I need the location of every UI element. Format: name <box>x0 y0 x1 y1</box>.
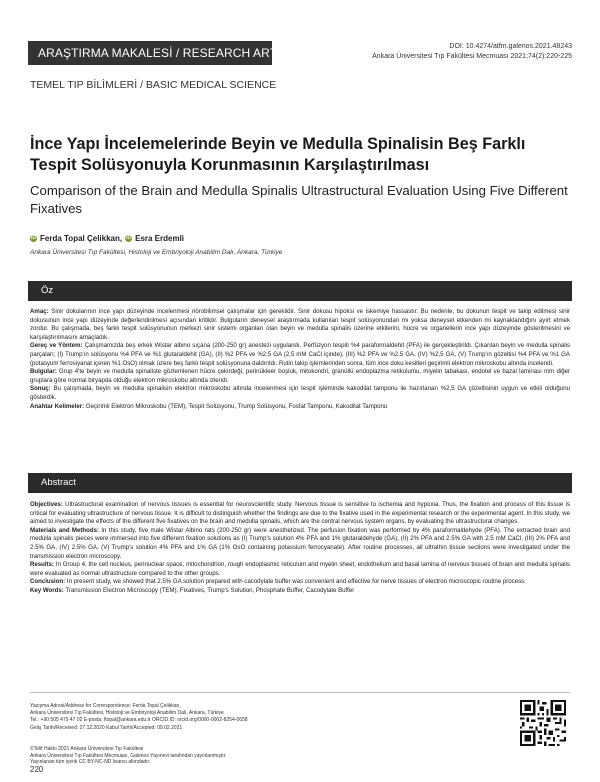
copyright-line: ©Telif Hakkı 2021 Ankara Üniversitesi Tıp Fakültesi <box>30 746 144 752</box>
paragraph-text: Ultrastructural examination of nervous tissues is essential for neuroscientific study. Nervous tissue is sensitive to ischemia and hypoxia. Thus, the fixation and process of this tissue is critical for evaluating ultrastructure of nervous tissue. It is difficult to distinguish whether the findings are due to the fixative used in the experimental research or the experimental agent. In this study, we aimed to investigate the effects of the different five fixatives on the brain and medulla spinalis, which are the central nervous system organs, by evaluating the ultrastructural changes. <box>30 501 570 526</box>
category-label: TEMEL TIP BİLİMLERİ / BASIC MEDICAL SCIENCE <box>30 79 277 91</box>
section-label: Bulgular: <box>30 368 57 376</box>
correspondence-line: Yazışma Adresi/Address for Correspondence: Ferda Topal Çelikkan, <box>30 703 181 709</box>
journal-reference: Ankara Üniversitesi Tıp Fakültesi Mecmuası 2021;74(2):220-225 <box>372 52 572 60</box>
citation-block <box>372 42 572 61</box>
oz-body <box>30 308 570 411</box>
correspondence-line: Ankara Üniversitesi Tıp Fakültesi, Histoloji ve Embriyoloji Anabilim Dalı, Ankara, Türkiye <box>30 710 224 717</box>
abstract-heading: Abstract <box>28 473 572 493</box>
author-name: Esra Erdemli <box>135 234 185 243</box>
paragraph-text: Geçirimli Elektron Mikroskobu (TEM), Tespit Solüsyonu, Trump Solüsyonu, Fosfat Tamponu, Kakodilat Tamponu <box>85 402 388 410</box>
qr-code-icon <box>520 700 566 746</box>
abstract-paragraph <box>30 501 570 527</box>
section-label: Objectives: <box>30 501 63 508</box>
paragraph-text: Çalışmamızda beş erkek Wistar albino sıçana (200-250 gr) anestezi uygulandı. Perfüzyon tespiti %4 paraformaldehit (PFA) ile gerçekleştirildi. Çıkarılan beyin ve medulla spinalis parçaları; (I) Trump'ın solüsyonu %4 PFA ve %1 glutaraldehit (GA), (II) %2 PFA ve %2,5 GA (2,5 mM CaCl içinde), (III) %2 PFA ve %2,5 GA, (IV) %2,5 GA, (V) Trump'ın gözeltisi %4 PFA ve %1 GA (potasyum ferrosiyanat içeren %1 OsO) olmak üzere beş farklı tespit solüsyonuna daldırıldı. Rutin takip işlemlerinden sonra, tüm ince doku kesitleri geçirimli elektron mikroskobu altında incelendi. <box>30 342 570 367</box>
oz-paragraph <box>30 368 570 385</box>
copyright-block <box>30 746 500 766</box>
copyright-line: Yayınlanan tüm içerik CC BY-NC-ND lisansı altındadır. <box>30 759 151 766</box>
page-number: 220 <box>30 765 44 774</box>
affiliation: Ankara Üniversitesi Tıp Fakültesi, Histoloji ve Embriyoloji Anabilim Dalı, Ankara, Türkiye <box>30 249 283 256</box>
section-label: Materials and Methods: <box>30 526 100 534</box>
section-label: Conclusion: <box>30 578 66 586</box>
title-english: Comparison of the Brain and Medulla Spinalis Ultrastructural Evaluation Using Five Different Fixatives <box>30 183 568 216</box>
footer-divider <box>30 692 570 693</box>
abstract-paragraph <box>30 561 570 578</box>
abstract-body <box>30 501 570 596</box>
section-label: Sonuç: <box>30 385 51 393</box>
abstract-paragraph <box>30 527 570 561</box>
orcid-icon[interactable]: iD <box>126 235 132 241</box>
section-label: Results: <box>30 561 55 569</box>
paragraph-text: In Group 4, the cell nucleus, perinuclear space, mitochondrion, rough endoplasmic reticulum and myelin sheet, endothelium and basal lamina of nervous tissues of brain and medulla spinalis were evaluated as normal ultrastructure compared to the other groups. <box>30 561 570 577</box>
paragraph-text: Transmission Electron Microscopy (TEM), Fixatives, Trump's Solution, Phosphate Buffer, Cacodylate Buffer <box>65 586 355 594</box>
author-list <box>30 234 184 243</box>
paragraph-text: In present study, we showed that 2.5% GA solution prepared with cacodylate buffer was convenient and effective for nerve tissues of electron microscopic routine process. <box>66 578 526 586</box>
author-name: Ferda Topal Çelikkan, <box>40 234 123 243</box>
orcid-icon[interactable]: iD <box>31 235 36 241</box>
section-label: Gereç ve Yöntem: <box>30 342 83 350</box>
article-type-banner: ARAŞTIRMA MAKALESİ / RESEARCH ARTICLE <box>28 41 272 65</box>
correspondence-block <box>30 703 500 732</box>
correspondence-line: Tel.: +90 505 479 47 02 E-posta: ftopal@ankara.edu.tr ORCID ID: orcid.org/0000-0002-8254-0658 <box>30 717 248 724</box>
section-label: Amaç: <box>30 308 49 315</box>
oz-paragraph <box>30 308 570 342</box>
paragraph-text: Sinir dokularının ince yapı düzeyinde incelenmesi nörobilimsel çalışmalar için gereklidir. Sinir dokusu hipoksi ve iskemiye hassastır. Bu nedenle, bu dokunun tespit ve takip edilmesi sinir dokusunun ince yapı düzeyinde değerlendirilmesi açısından kritiktir. Bulguların deneysel araştırmada kullanılan tespit solüsyonundan mı yoksa deneysel etkenden mi kaynaklandığını ayırt etmek zordur. Bu çalışmada, beş farklı tespit solüsyonunun merkezi sinir sistemi organları olan beyin ve medulla spinalis üzerine etkilerini, hücre ve organellerin ince yapı düzeyinde gösterilmesini ve karşılaştırılmasını amaçladık. <box>30 308 570 341</box>
abstract-keywords <box>30 587 570 596</box>
paragraph-text: Grup 4'te beyin ve medulla spinaliste gözlemlenen hücre çekirdeği, perinükleer boşluk, mitokondri, granüllü endoplazma retikulumu, miyelin tabakası, endotel ve bazal laminası mm diğer gruplara göre normal biryapda olduğu elektron mikroskobu altında izlendi. <box>30 368 571 384</box>
copyright-line: Ankara Üniversitesi Tıp Fakültesi Mecmuası, Galenos Yayınevi tarafından yayınlanmıştır. <box>30 752 227 759</box>
paragraph-text: Bu çalışmada, beyin ve medulla spinalisin elektron mikroskobu altında incelenmesi için tespit işleminde kakodilat tamponu ile hazırlanan %2,5 GA çözeltisinin uygun ve etkili olduğunu gösterdik. <box>30 385 570 401</box>
oz-heading: Öz <box>28 281 572 301</box>
paragraph-text: In this study, five male Wistar Albino rats (200-250 gr) were anesthetized. The perfusion fixation was performed by 4% paraformaldehyde (PFA). The extracted brain and medulla spinalis pieces were immersed into five different fixation solutions as (I) Trump's solution 4% PFA and 1% glutaraldehyde (GA), (II) 2% PFA and 2.5% GA with 2.5 mM CaCl, (III) 2% PFA and 2.5% GA, (IV) 2.5% GA, (V) Trump's solution 4% PFA and 1% GA (1% OsO containing potassium ferrocyanate). After routine processes, all ultrathin tissue sections were investigated under the transmission electron microscopy. <box>30 526 570 560</box>
oz-paragraph <box>30 385 570 402</box>
section-label: Key Words: <box>30 586 64 594</box>
received-accepted-dates: Geliş Tarihi/Received: 27.12.2020 Kabul Tarihi/Accepted: 09.02.2021 <box>30 724 183 731</box>
doi-text[interactable]: DOI: 10.4274/atfm.galenos.2021.48243 <box>449 43 572 50</box>
abstract-paragraph <box>30 578 570 587</box>
oz-paragraph <box>30 342 570 368</box>
title-turkish: İnce Yapı İncelemelerinde Beyin ve Medulla Spinalisin Beş Farklı Tespit Solüsyonuyla Korunmasının Karşılaştırılması <box>30 135 526 174</box>
section-label: Anahtar Kelimeler: <box>30 402 85 410</box>
oz-keywords <box>30 403 570 412</box>
